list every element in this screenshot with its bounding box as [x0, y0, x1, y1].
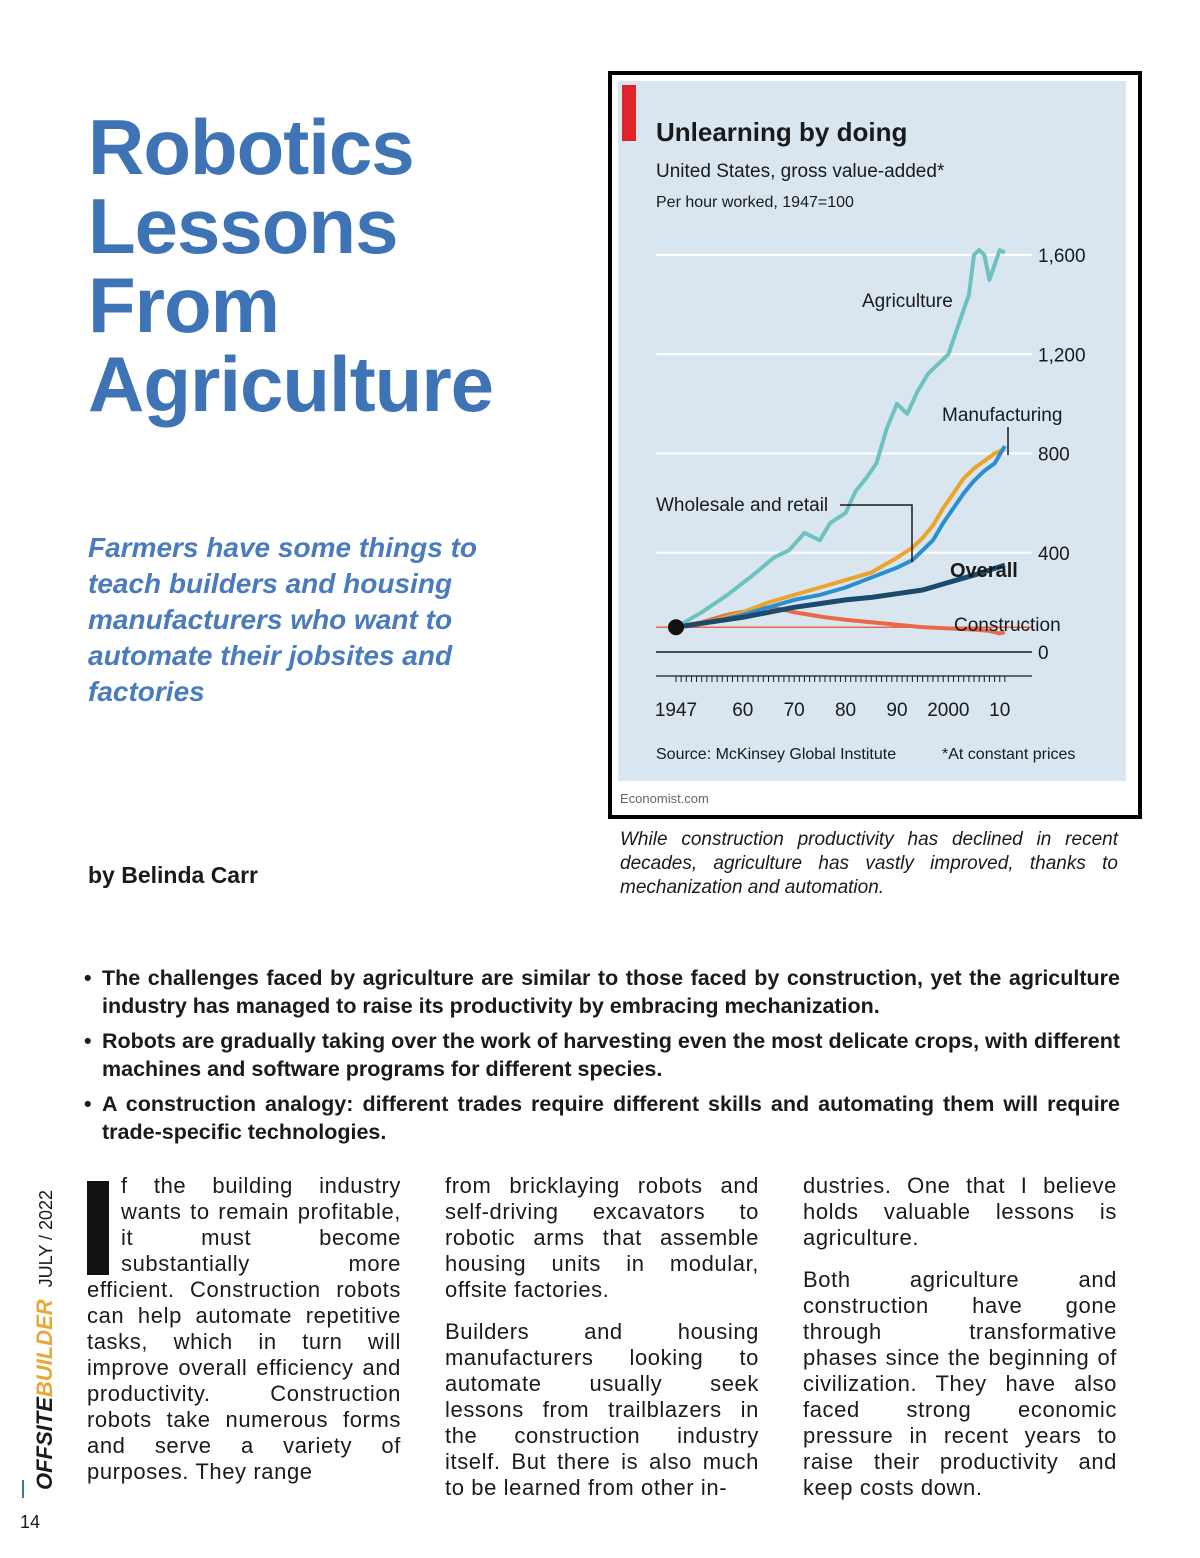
page-number: 14 — [20, 1512, 41, 1532]
y-tick-label: 0 — [1038, 643, 1049, 664]
key-point: • The challenges faced by agriculture are similar to those faced by construction, yet the agriculture industry has managed to raise its productivity by embracing mechanization. — [84, 964, 1120, 1020]
x-tick-label: 1947 — [654, 700, 698, 721]
chart-subtitle: United States, gross value-added* — [656, 161, 945, 182]
origin-dot — [668, 619, 684, 635]
chart-credit: Economist.com — [620, 791, 709, 806]
x-tick-label: 70 — [783, 700, 805, 721]
productivity-chart — [612, 75, 1138, 815]
y-tick-label: 1,600 — [1038, 246, 1086, 267]
chart-frame — [608, 71, 1142, 819]
label-overall: Overall — [950, 560, 1018, 582]
label-manufacturing: Manufacturing — [942, 405, 1063, 426]
x-tick-label: 2000 — [927, 700, 970, 721]
label-construction: Construction — [954, 615, 1061, 636]
x-tick-label: 60 — [732, 700, 754, 721]
key-points-list — [84, 964, 1120, 1153]
accent-bar — [622, 85, 636, 141]
body-paragraph: Both agriculture and construction have gone through transformative phases since the beginning of civilization. They have also faced strong economic pressure in recent years to raise their productivity and keep costs down. — [803, 1267, 1117, 1500]
side-folio — [18, 1160, 57, 1500]
article-title: Robotics Lessons From Agriculture — [88, 103, 494, 428]
issue-date: JULY / 2022 — [36, 1189, 56, 1288]
body-column-1 — [87, 1173, 401, 1501]
body-paragraph: dustries. One that I believe holds valuable lessons is agriculture. — [803, 1173, 1117, 1250]
chart-caption: While construction productivity has declined in recent decades, agriculture has vastly improved, thanks to mechanization and automation. — [620, 829, 1118, 898]
drop-cap-i — [87, 1181, 109, 1275]
byline: by Belinda Carr — [88, 862, 258, 888]
chart-source: Source: McKinsey Global Institute — [656, 746, 897, 763]
x-tick-label: 10 — [989, 700, 1011, 721]
folio-rule — [22, 1480, 24, 1498]
chart-title: Unlearning by doing — [656, 117, 908, 147]
key-point: • Robots are gradually taking over the work of harvesting even the most delicate crops, with different machines and software programs for different species. — [84, 1027, 1120, 1083]
y-tick-label: 1,200 — [1038, 345, 1086, 367]
y-tick-label: 400 — [1038, 543, 1070, 565]
body-paragraph: from bricklaying robots and self-driving excavators to robotic arms that assemble housing units in modular, offsite factories. — [445, 1173, 759, 1302]
chart-footnote: *At constant prices — [942, 746, 1076, 763]
label-agriculture: Agriculture — [862, 291, 953, 312]
body-column-3 — [803, 1173, 1117, 1517]
y-tick-label: 800 — [1038, 444, 1070, 466]
body-paragraph: f the building industry wants to remain profitable, it must become substantially more efficient. Construction robots can help automate repetitive tasks, which in turn will improve overall efficiency and productivity. Construction robots take numerous forms and serve a variety of purposes. They range — [87, 1173, 401, 1484]
chart-unit-note: Per hour worked, 1947=100 — [656, 194, 854, 211]
x-tick-label: 80 — [834, 700, 857, 721]
x-tick-label: 90 — [886, 700, 908, 721]
body-paragraph: Builders and housing manufacturers looking to automate usually seek lessons from trailblazers in the construction industry itself. But there is also much to be learned from other in- — [445, 1319, 759, 1500]
magazine-name-part1: OFFSITE — [32, 1397, 57, 1490]
body-column-2 — [445, 1173, 759, 1517]
key-point: • A construction analogy: different trades require different skills and automating them will require trade-specific technologies. — [84, 1090, 1120, 1146]
magazine-name-part2: BUILDER — [32, 1299, 57, 1398]
label-wholesale-retail: Wholesale and retail — [656, 495, 829, 516]
article-subtitle: Farmers have some things to teach builders and housing manufacturers who want to automate their jobsites and factories — [88, 532, 478, 707]
